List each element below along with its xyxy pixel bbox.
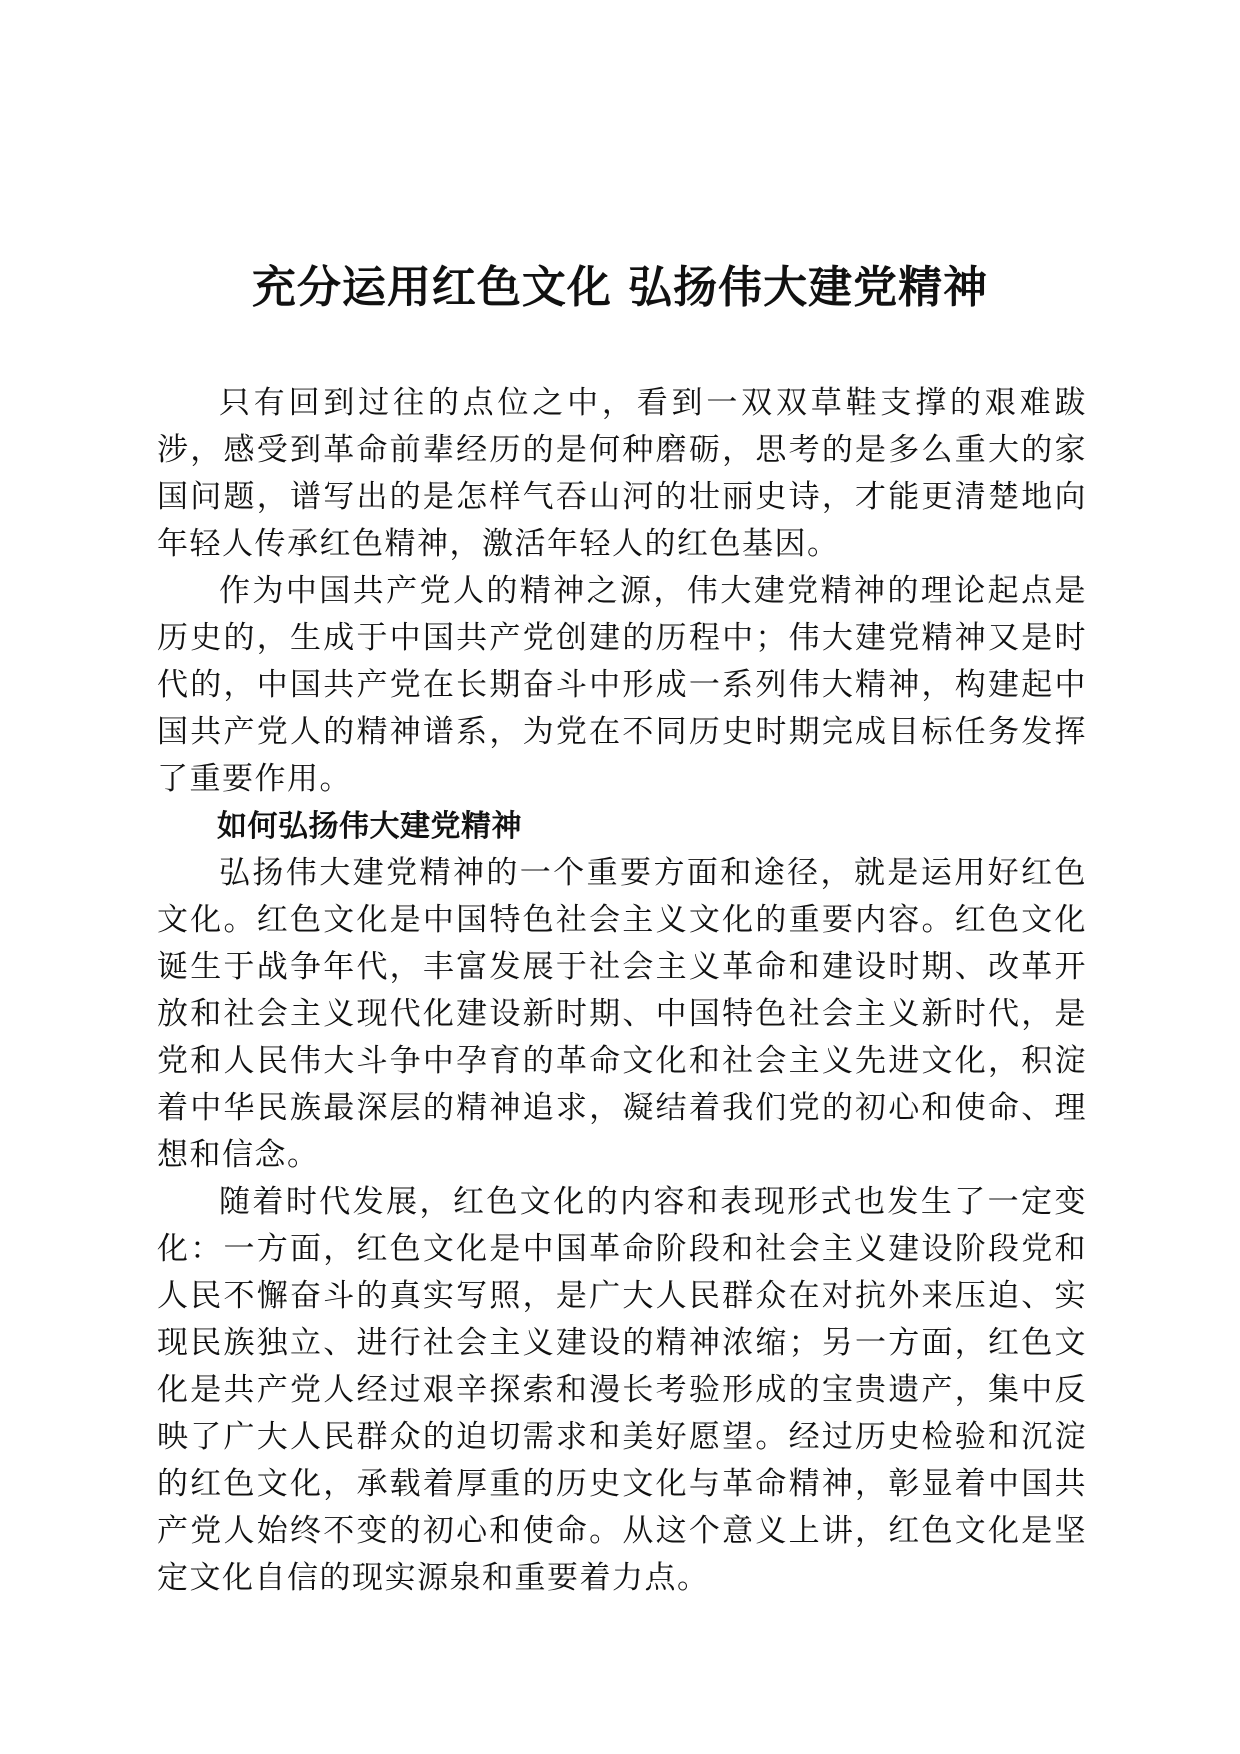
document-title: 充分运用红色文化 弘扬伟大建党精神 bbox=[251, 262, 989, 313]
paragraph-red-culture-evolution: 随着时代发展，红色文化的内容和表现形式也发生了一定变化：一方面，红色文化是中国革命阶段和社会主义建设阶段党和人民不懈奋斗的真实写照，是广大人民群众在对抗外来压迫、实现民族独立、进行社会主义建设的精神浓缩；另一方面，红色文化是共产党人经过艰辛探索和漫长考验形成的宝贵遗产，集中反映了广大人民群众的迫切需求和美好愿望。经过历史检验和沉淀的红色文化，承载着厚重的历史文化与革命精神，彰显着中国共产党人始终不变的初心和使命。从这个意义上讲，红色文化是坚定文化自信的现实源泉和重要着力点。 bbox=[157, 1184, 1087, 1596]
paragraph-party-spirit-origin: 作为中国共产党人的精神之源，伟大建党精神的理论起点是历史的，生成于中国共产党创建的历程中；伟大建党精神又是时代的，中国共产党在长期奋斗中形成一系列伟大精神，构建起中国共产党人的精神谱系，为党在不同历史时期完成目标任务发挥了重要作用。 bbox=[157, 573, 1087, 797]
section-subheading: 如何弘扬伟大建党精神 bbox=[217, 809, 522, 844]
paragraph-red-culture: 弘扬伟大建党精神的一个重要方面和途径，就是运用好红色文化。红色文化是中国特色社会主义文化的重要内容。红色文化诞生于战争年代，丰富发展于社会主义革命和建设时期、改革开放和社会主义现代化建设新时期、中国特色社会主义新时代，是党和人民伟大斗争中孕育的革命文化和社会主义先进文化，积淀着中华民族最深层的精神追求，凝结着我们党的初心和使命、理想和信念。 bbox=[157, 855, 1087, 1173]
document-body bbox=[157, 380, 1087, 1602]
paragraph-intro: 只有回到过往的点位之中，看到一双双草鞋支撑的艰难跋涉，感受到革命前辈经历的是何种磨砺，思考的是多么重大的家国问题，谱写出的是怎样气吞山河的壮丽史诗，才能更清楚地向年轻人传承红色精神，激活年轻人的红色基因。 bbox=[157, 385, 1087, 562]
